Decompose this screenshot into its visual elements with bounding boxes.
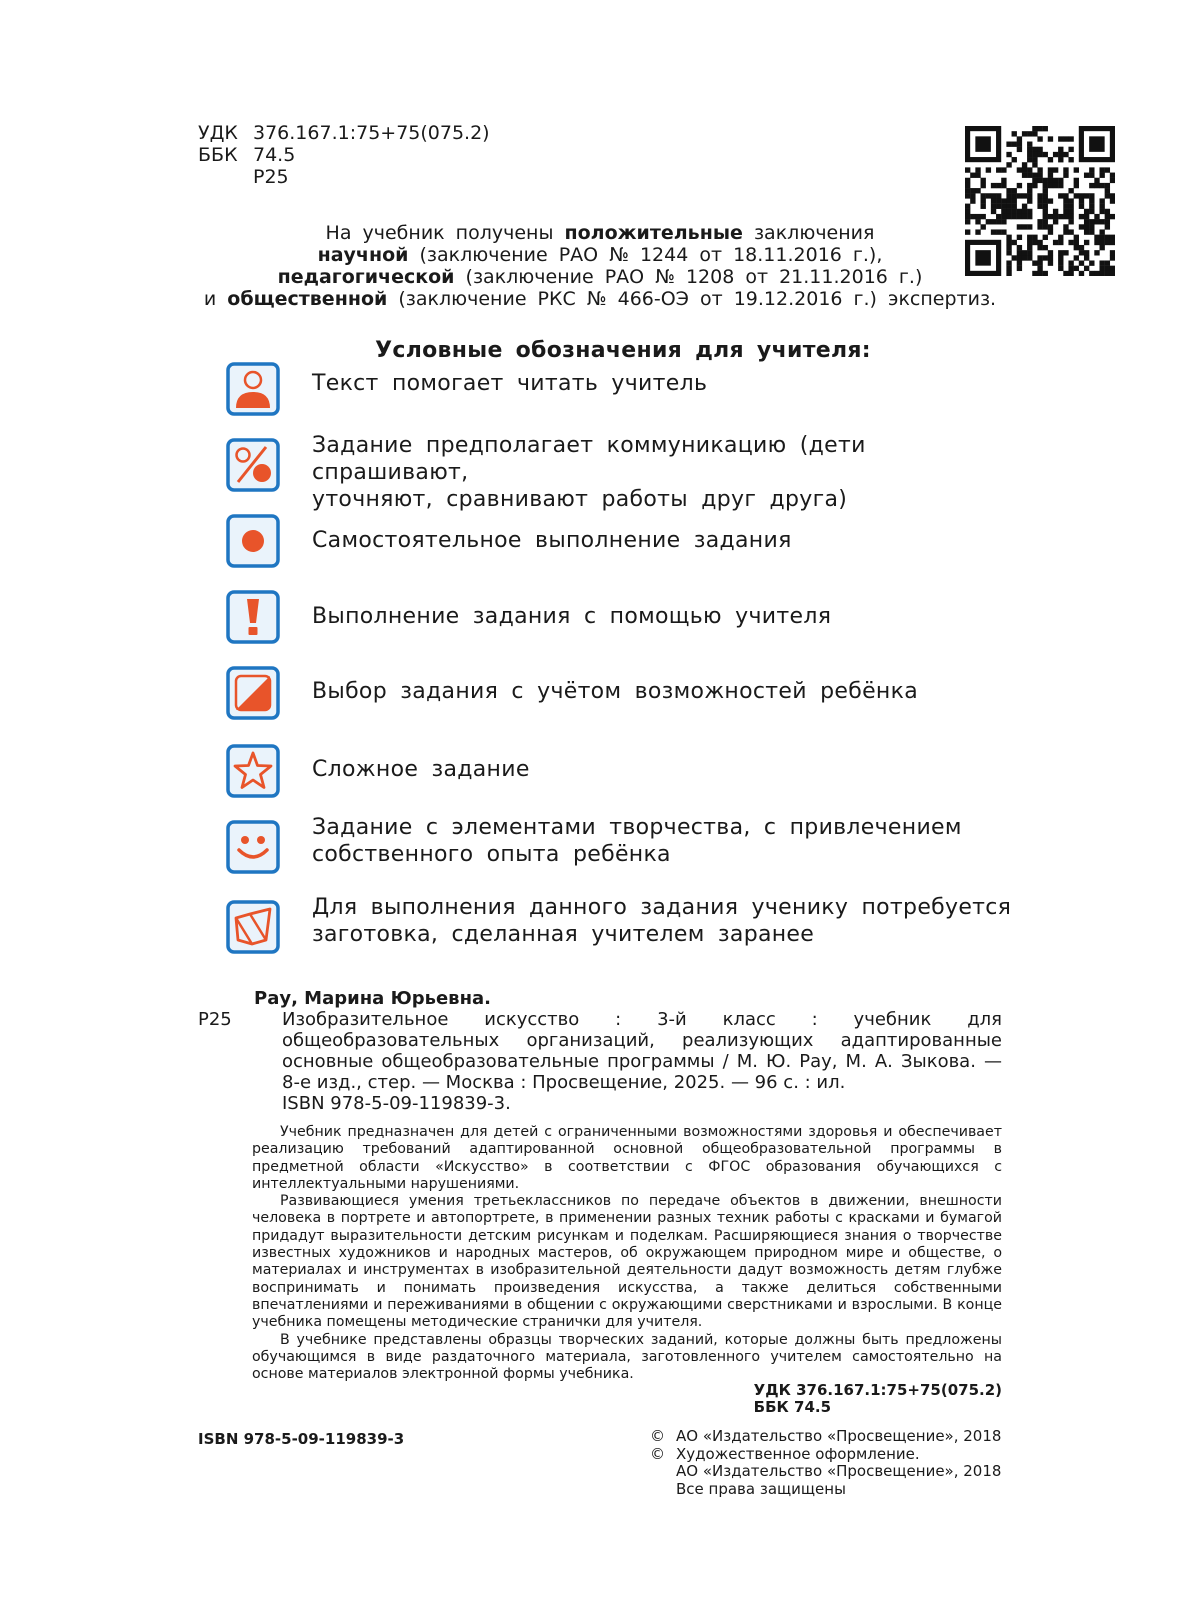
legend-line: Сложное задание [312,757,530,782]
copyright-line-3: АО «Издательство «Просвещение», 2018 [676,1462,1002,1480]
choice-icon [226,666,280,720]
bbk-value: 74.5 [253,144,296,166]
copyright-line-1: АО «Издательство «Просвещение», 2018 [676,1427,1002,1445]
approval-line2-post: (заключение РАО № 1244 от 18.11.2016 г.), [419,244,883,266]
legend-line: Выбор задания с учётом возможностей ребёнка [312,679,918,704]
approval-line2-bold: научной [317,244,409,266]
udk-bbk-right [700,1382,1002,1416]
dot-icon [226,514,280,568]
legend-text [312,432,1012,513]
legend-line: Для выполнения данного задания ученику потребуется [312,895,1012,920]
legend-text [312,370,1012,397]
book-icon [226,900,280,954]
udk-value: 376.167.1:75+75(075.2) [253,122,490,144]
legend-text [312,527,1012,554]
teacher-reads-icon [226,362,280,416]
author-code: Р25 [253,166,289,188]
approval-line4-bold: общественной [227,288,388,310]
isbn-bottom: ISBN 978-5-09-119839-3 [198,1430,405,1448]
approval-line4-post: (заключение РКС № 466-ОЭ от 19.12.2016 г.) экспертиз. [398,288,997,310]
legend-line: Самостоятельное выполнение задания [312,528,792,553]
approval-line1-bold: положительные [564,222,743,244]
legend-text [312,678,1012,705]
bibliographic-code: Р25 [198,1009,232,1030]
copyright-line-2: Художественное оформление. [676,1444,920,1463]
annotation [252,1124,1002,1383]
communication-icon [226,438,280,492]
smile-icon [226,820,280,874]
copyright-block [650,1428,1010,1498]
legend-line: заготовка, сделанная учителем заранее [312,922,815,947]
legend-title: Условные обозначения для учителя: [375,338,871,363]
bibliographic-isbn: ISBN 978-5-09-119839-3. [282,1093,511,1114]
bibliographic-record [198,988,1002,1114]
approval-line1-pre: На учебник получены [325,222,554,244]
copyright-icon: © [650,1427,665,1445]
legend-line: Выполнение задания с помощью учителя [312,604,832,629]
exclamation-icon [226,590,280,644]
udk-label: УДК [198,122,238,144]
legend-text [312,603,1012,630]
udk-right: УДК 376.167.1:75+75(075.2) [753,1381,1002,1399]
approval-line3-bold: педагогической [277,266,455,288]
star-icon [226,744,280,798]
legend-line: Текст помогает читать учитель [312,371,708,396]
legend-line: Задание предполагает коммуникацию (дети спрашивают, [312,433,866,485]
bbk-right: ББК 74.5 [753,1398,832,1416]
author-name: Рау, Марина Юрьевна. [254,988,491,1009]
legend-line: собственного опыта ребёнка [312,842,671,867]
approval-line4-pre: и [203,288,217,310]
approval-line3-post: (заключение РАО № 1208 от 21.11.2016 г.) [465,266,923,288]
copyright-icon: © [650,1444,665,1463]
udk-block [198,122,490,188]
bibliographic-row [198,1009,1002,1093]
legend-text [312,814,1012,868]
annotation-paragraph-3: В учебнике представлены образцы творческих заданий, которые должны быть предложены обучающимся в виде раздаточного материала, заготовленного учителем самостоятельно на основе материалов электронной формы учебника. [252,1331,1002,1383]
annotation-paragraph-2: Развивающиеся умения третьеклассников по передаче объектов в движении, внешности человека в портрете и автопортрете, в применении разных техник работы с красками и бумагой придадут выразительности детским рисункам и поделкам. Расширяющиеся знания о творчестве известных художников и народных мастеров, об окружающем природном мире и обществе, о материалах и инструментах в изобразительной деятельности дадут возможность детям глубже воспринимать и понимать произведения искусства, а также делиться собственными впечатлениями и переживаниями в общении с окружающими сверстниками и взрослыми. В конце учебника помещены методические странички для учителя. [252,1193,1002,1331]
approval-line1-post: заключения [753,222,875,244]
bbk-label: ББК [198,144,238,166]
approval-text [160,222,1040,310]
legend-text [312,894,1012,948]
bibliographic-description: Изобразительное искусство : 3-й класс : учебник для общеобразовательных организаций, реализующих адаптированные основные общеобразовательные программы / М. Ю. Рау, М. А. Зыкова. — 8-е изд., стер. — Москва : Просвещение, 2025. — 96 с. : ил. [282,1009,1002,1093]
legend-text [312,756,1012,783]
legend-line: Задание с элементами творчества, с привлечением [312,815,962,840]
legend-line: уточняют, сравнивают работы друг друга) [312,487,848,512]
copyright-rights: Все права защищены [676,1479,846,1498]
annotation-paragraph-1: Учебник предназначен для детей с ограниченными возможностями здоровья и обеспечивает реализацию требований адаптированной основной общеобразовательной программы в предметной области «Искусство» в соответствии с ФГОС образования обучающихся с интеллектуальными нарушениями. [252,1124,1002,1192]
